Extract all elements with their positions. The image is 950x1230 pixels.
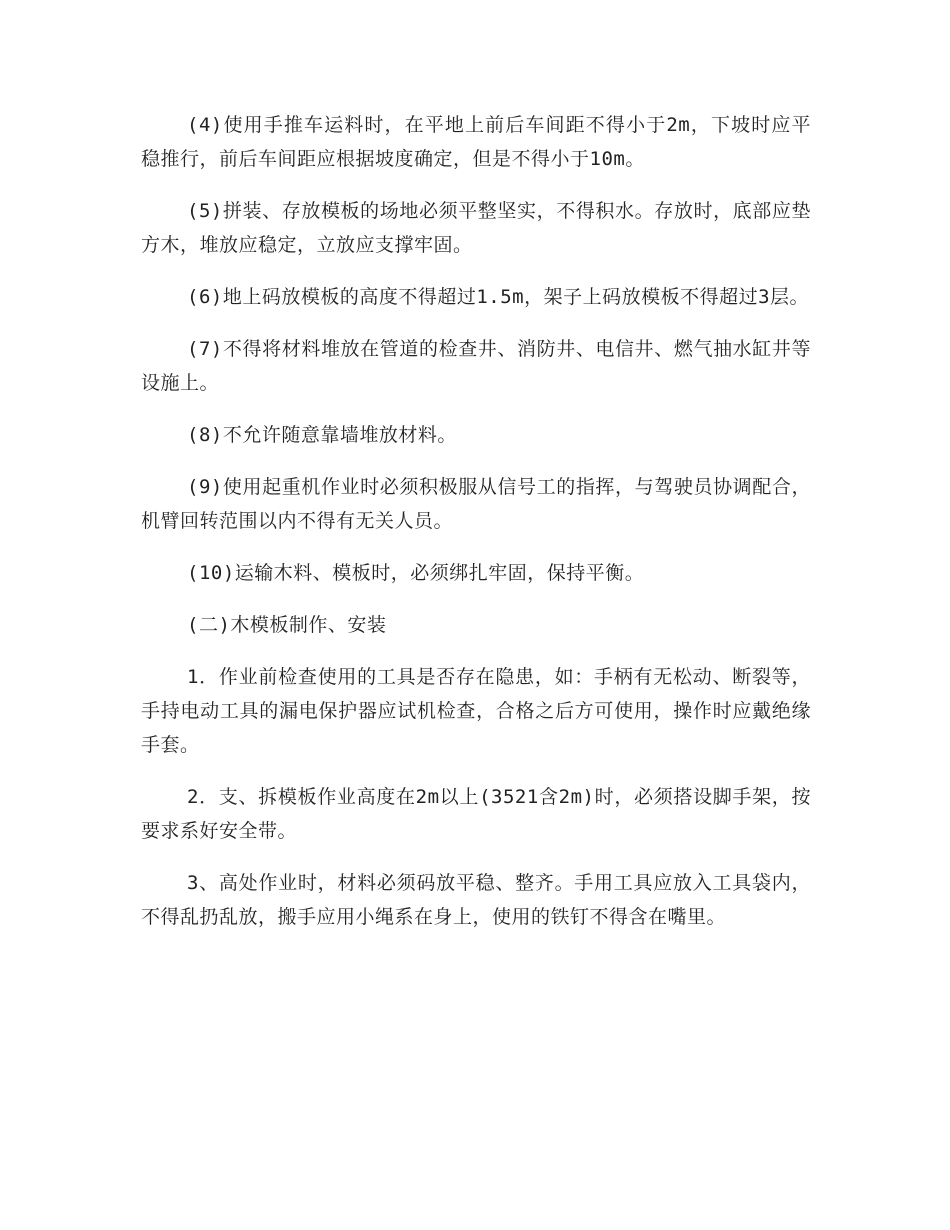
paragraph-4: (4)使用手推车运料时，在平地上前后车间距不得小于2m，下坡时应平稳推行，前后车间距应根据坡度确定，但是不得小于10m。 xyxy=(141,114,811,170)
item-2: 2．支、拆模板作业高度在2m以上(3521含2m)时，必须搭设脚手架，按要求系好安全带。 xyxy=(141,786,811,842)
document-body xyxy=(141,108,811,952)
paragraph-9: (9)使用起重机作业时必须积极服从信号工的指挥，与驾驶员协调配合，机臂回转范围以内不得有无关人员。 xyxy=(141,476,811,532)
paragraph-8: (8)不允许随意靠墙堆放材料。 xyxy=(187,424,457,446)
item-1: 1．作业前检查使用的工具是否存在隐患，如：手柄有无松动、断裂等，手持电动工具的漏电保护器应试机检查，合格之后方可使用，操作时应戴绝缘手套。 xyxy=(141,666,811,756)
paragraph-7: (7)不得将材料堆放在管道的检查井、消防井、电信井、燃气抽水缸井等设施上。 xyxy=(141,338,811,394)
paragraph-10: (10)运输木料、模板时，必须绑扎牢固，保持平衡。 xyxy=(187,562,645,584)
item-3: 3、高处作业时，材料必须码放平稳、整齐。手用工具应放入工具袋内，不得乱扔乱放，搬手应用小绳系在身上，使用的铁钉不得含在嘴里。 xyxy=(141,872,811,928)
paragraph-6: (6)地上码放模板的高度不得超过1.5m，架子上码放模板不得超过3层。 xyxy=(187,286,810,308)
paragraph-5: (5)拼装、存放模板的场地必须平整坚实，不得积水。存放时，底部应垫方木，堆放应稳定，立放应支撑牢固。 xyxy=(141,200,811,256)
section-heading: (二)木模板制作、安装 xyxy=(187,614,387,636)
